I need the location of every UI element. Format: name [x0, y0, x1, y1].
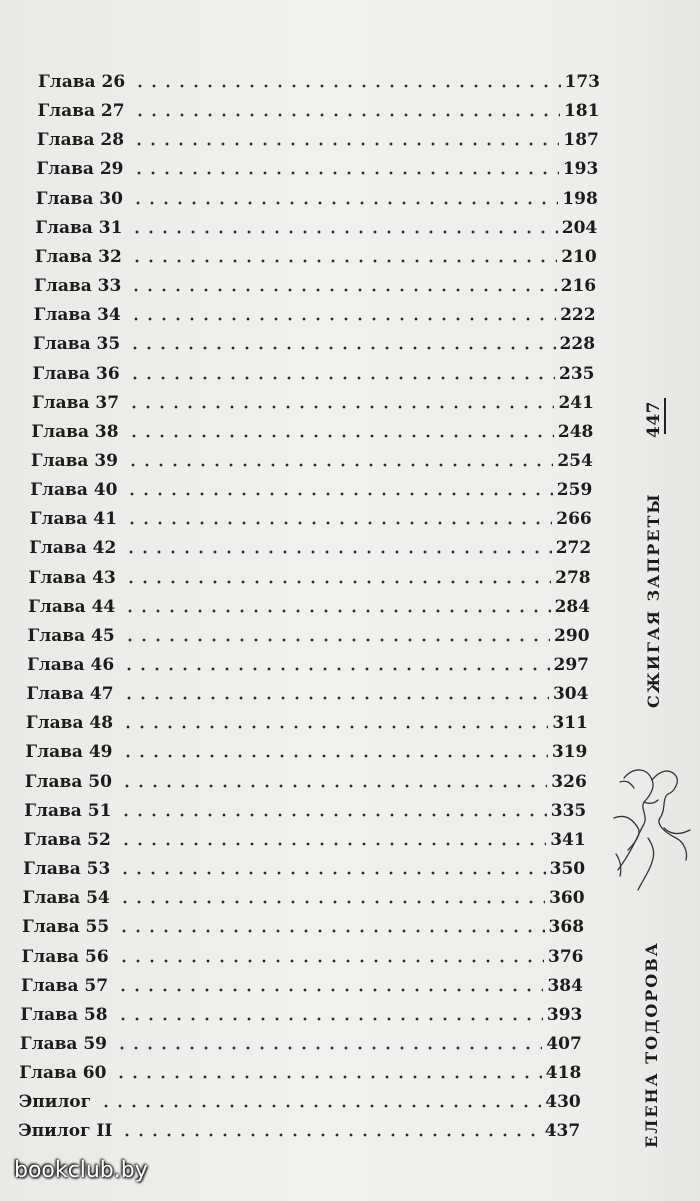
toc-dot-leader: [128, 346, 555, 350]
toc-entry: [24, 793, 586, 821]
toc-entry: [25, 734, 587, 762]
toc-dot-leader: [115, 1046, 542, 1050]
toc-entry-page: 259: [556, 480, 593, 501]
toc-entry: [28, 589, 590, 617]
running-author: ЕЛЕНА ТОДОРОВА: [642, 941, 661, 1148]
toc-entry-page: 290: [554, 625, 590, 646]
toc-entry: [18, 1113, 580, 1141]
toc-entry-title: Глава 42: [29, 538, 117, 559]
toc-dot-leader: [127, 405, 554, 409]
toc-entry: [37, 93, 599, 121]
toc-entry: [35, 210, 597, 238]
toc-dot-leader: [99, 1104, 541, 1108]
toc-entry-page: 437: [544, 1121, 581, 1142]
toc-dot-leader: [131, 201, 558, 205]
toc-dot-leader: [129, 288, 556, 292]
toc-entry-title: Глава 45: [27, 625, 115, 646]
page-number-rule: [664, 398, 666, 434]
toc-entry: [24, 822, 586, 850]
toc-dot-leader: [133, 84, 560, 88]
toc-entry: [22, 939, 584, 967]
toc-entry-title: Глава 37: [31, 392, 120, 413]
toc-dot-leader: [119, 842, 546, 846]
toc-entry-page: 418: [545, 1063, 582, 1084]
toc-entry-page: 311: [552, 713, 588, 734]
toc-entry: [29, 530, 591, 558]
toc-entry-title: Глава 54: [22, 888, 110, 909]
toc-entry-page: 198: [562, 188, 598, 209]
toc-entry-page: 297: [553, 655, 589, 675]
toc-entry-title: Глава 53: [23, 859, 111, 880]
toc-entry: [38, 64, 600, 92]
toc-entry-title: Глава 59: [19, 1033, 107, 1054]
toc-dot-leader: [132, 171, 559, 175]
toc-entry: [34, 268, 596, 296]
toc-entry: [33, 356, 595, 384]
toc-entry-title: Глава 49: [25, 742, 113, 763]
toc-dot-leader: [116, 988, 543, 992]
toc-dot-leader: [122, 696, 549, 700]
toc-entry: [36, 181, 598, 209]
toc-entry-page: 254: [557, 450, 593, 471]
toc-dot-leader: [129, 317, 556, 321]
toc-entry-page: 393: [546, 1004, 583, 1025]
toc-entry-page: 228: [559, 334, 596, 355]
toc-dot-leader: [124, 580, 551, 584]
toc-entry: [20, 1026, 582, 1054]
toc-entry-page: 222: [560, 305, 596, 326]
couple-line-drawing-icon: [604, 758, 696, 898]
toc-entry: [36, 151, 598, 179]
toc-dot-leader: [130, 259, 557, 263]
toc-entry: [30, 472, 592, 500]
toc-entry-title: Глава 50: [24, 771, 112, 792]
toc-entry-title: Глава 38: [31, 421, 119, 442]
toc-entry-title: Глава 31: [35, 217, 123, 238]
toc-entry-title: Глава 27: [37, 101, 125, 122]
toc-entry-page: 272: [555, 538, 592, 559]
toc-entry-title: Эпилог: [18, 1092, 92, 1113]
toc-dot-leader: [122, 667, 549, 671]
toc-entry-page: 187: [563, 130, 599, 151]
toc-dot-leader: [118, 871, 545, 875]
toc-entry-page: 335: [550, 800, 587, 821]
toc-entry-title: Глава 47: [26, 684, 114, 705]
toc-dot-leader: [130, 230, 557, 234]
toc-entry-page: 235: [559, 363, 595, 384]
toc-entry-page: 284: [554, 596, 591, 617]
toc-entry: [30, 501, 592, 529]
toc-entry-page: 350: [549, 859, 586, 880]
toc-entry-page: 193: [562, 159, 599, 180]
toc-entry-title: Глава 51: [24, 800, 112, 821]
toc-dot-leader: [123, 638, 550, 642]
toc-entry-page: 216: [560, 276, 597, 297]
toc-entry-title: Глава 40: [30, 480, 118, 501]
toc-entry-title: Глава 58: [20, 1004, 108, 1025]
toc-entry: [19, 1084, 581, 1112]
page-number: [640, 398, 680, 438]
toc-entry-page: 181: [563, 101, 600, 122]
toc-dot-leader: [125, 521, 552, 525]
toc-dot-leader: [124, 550, 551, 554]
toc-entry-page: 407: [546, 1033, 582, 1054]
toc-entry-page: 376: [548, 946, 584, 967]
toc-dot-leader: [123, 609, 550, 613]
toc-entry: [33, 326, 595, 354]
toc-entry: [22, 909, 584, 937]
toc-entry: [26, 705, 588, 733]
toc-entry: [31, 414, 593, 442]
toc-entry-title: Глава 48: [25, 713, 114, 734]
toc-entry-page: 266: [556, 509, 592, 530]
toc-dot-leader: [117, 959, 544, 963]
toc-entry-title: Глава 55: [22, 917, 110, 938]
toc-entry-title: Глава 52: [23, 829, 111, 850]
toc-entry-page: 248: [557, 421, 594, 442]
toc-entry-page: 304: [552, 684, 589, 705]
toc-entry-page: 241: [558, 392, 594, 413]
running-title: СЖИГАЯ ЗАПРЕТЫ: [644, 492, 663, 708]
toc-entry: [21, 968, 583, 996]
toc-entry-title: Глава 35: [33, 334, 121, 355]
toc-entry-page: 204: [561, 217, 598, 238]
toc-entry-title: Глава 56: [21, 946, 109, 967]
toc-dot-leader: [121, 754, 548, 758]
toc-entry-title: Глава 41: [29, 509, 117, 530]
toc-entry-title: Глава 57: [20, 975, 109, 996]
toc-dot-leader: [120, 1133, 540, 1137]
page-number-text: 447: [644, 401, 664, 438]
toc-dot-leader: [118, 900, 545, 904]
toc-entry: [29, 560, 591, 588]
toc-entry: [27, 647, 589, 675]
toc-entry: [26, 676, 588, 704]
toc-entry-title: Эпилог II: [18, 1121, 113, 1142]
toc-entry: [23, 880, 585, 908]
toc-dot-leader: [117, 929, 544, 933]
toc-dot-leader: [126, 463, 553, 467]
toc-dot-leader: [133, 113, 560, 117]
toc-entry-page: 368: [548, 917, 585, 938]
toc-entry-title: Глава 28: [36, 130, 125, 151]
toc-entry-title: Глава 39: [30, 450, 118, 471]
toc-entry-title: Глава 60: [19, 1063, 107, 1084]
toc-entry: [20, 997, 582, 1025]
toc-entry-page: 430: [545, 1092, 581, 1113]
toc-dot-leader: [121, 725, 548, 729]
toc-entry-title: Глава 33: [34, 276, 122, 297]
toc-entry: [34, 297, 596, 325]
toc-entry-title: Глава 29: [36, 159, 124, 180]
toc-dot-leader: [125, 492, 552, 496]
toc-entry: [28, 618, 590, 646]
toc-entry-title: Глава 32: [34, 246, 122, 267]
toc-entry-page: 210: [561, 246, 597, 267]
toc-entry: [19, 1055, 581, 1083]
toc-dot-leader: [120, 784, 547, 788]
toc-dot-leader: [132, 142, 559, 146]
toc-entry: [31, 443, 593, 471]
toc-entry-title: Глава 34: [33, 305, 121, 326]
toc-entry: [37, 122, 599, 150]
toc-entry-title: Глава 43: [28, 567, 116, 588]
toc-entry-page: 326: [551, 771, 587, 792]
toc-dot-leader: [116, 1017, 543, 1021]
toc-entry-title: Глава 26: [38, 72, 126, 92]
toc-entry-page: 278: [555, 567, 591, 588]
toc-entry: [25, 764, 587, 792]
toc-entry-title: Глава 44: [28, 596, 116, 617]
toc-entry-page: 360: [549, 888, 585, 909]
toc-dot-leader: [128, 376, 555, 380]
toc-entry-page: 341: [550, 829, 586, 850]
toc-entry-title: Глава 30: [35, 188, 123, 209]
toc-entry-page: 384: [547, 975, 583, 996]
toc-dot-leader: [119, 813, 546, 817]
toc-entry: [35, 239, 597, 267]
site-watermark: bookclub.by: [14, 1158, 148, 1183]
toc-entry-title: Глава 36: [32, 363, 120, 384]
toc-entry-page: 319: [551, 742, 588, 763]
toc-entry: [32, 385, 594, 413]
toc-entry-page: 173: [564, 72, 600, 92]
toc-dot-leader: [114, 1075, 541, 1079]
toc-entry-title: Глава 46: [27, 655, 115, 675]
toc-dot-leader: [127, 434, 554, 438]
toc-entry: [23, 851, 585, 879]
